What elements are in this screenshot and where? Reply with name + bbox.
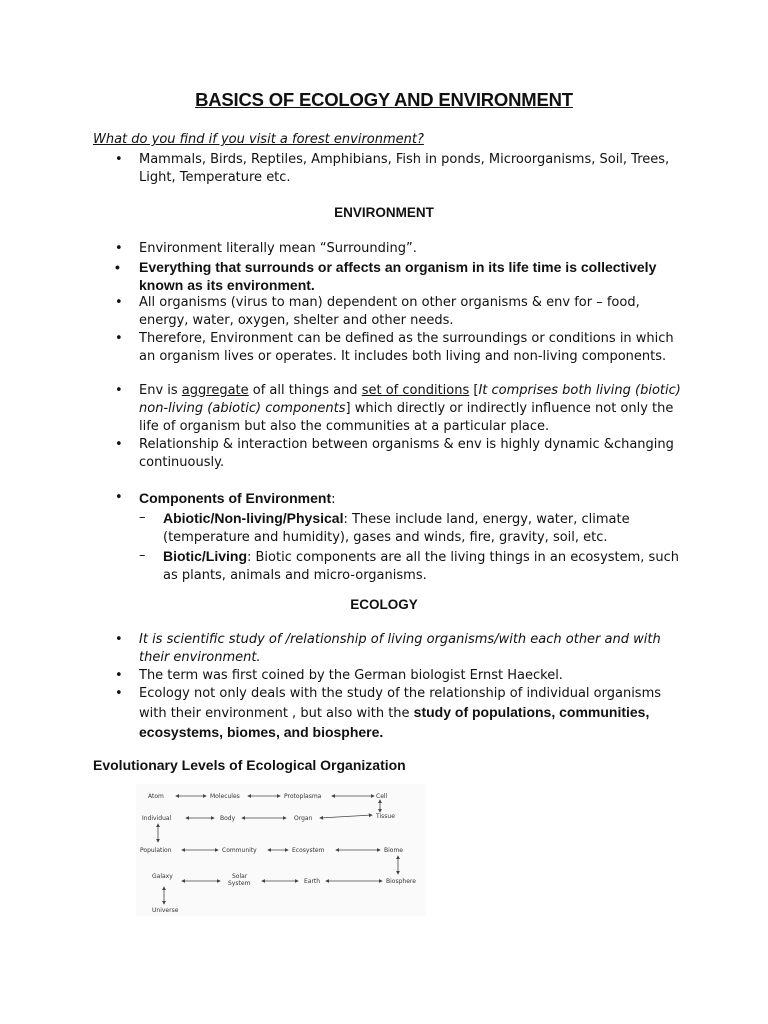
diagram-label: Community bbox=[222, 847, 257, 854]
diagram-label: Body bbox=[220, 815, 236, 822]
organization-diagram-svg bbox=[136, 784, 426, 916]
ecology-heading: ECOLOGY bbox=[350, 597, 418, 612]
list-item: • Ecology not only deals with the study of the relationship of individual organisms with their environment , but also with the study of populations, communities, ecosystems, biomes, and biosphere. bbox=[115, 686, 662, 740]
env-bullet-1: Environment literally mean “Surrounding”. bbox=[139, 241, 417, 256]
bullet-icon: • bbox=[115, 295, 123, 310]
list-item bbox=[0, 258, 768, 294]
bullet-icon: • bbox=[115, 632, 123, 647]
biotic-label: Biotic/Living bbox=[163, 548, 247, 564]
bullet-icon: • bbox=[115, 152, 123, 167]
bullet-icon: • bbox=[115, 259, 120, 275]
ecology-list bbox=[0, 631, 768, 743]
abiotic-label: Abiotic/Non-living/Physical bbox=[163, 510, 344, 526]
bullet-icon: • bbox=[115, 383, 123, 398]
biotic-text: : Biotic components are all the living things in an ecosystem, such as plants, animals and micro-organisms. bbox=[163, 550, 679, 583]
abiotic-text: : These include land, energy, water, climate (temperature and humidity), gases and winds, fire, gravity, soil, etc. bbox=[163, 512, 630, 545]
conditions-term: set of conditions bbox=[361, 383, 470, 398]
dash-icon: – bbox=[139, 548, 146, 563]
aggregate-term: aggregate bbox=[181, 383, 249, 398]
list-item: • Env is aggregate of all things and set of conditions [It comprises both living (biotic) non-living (abiotic) components] which directly or indirectly influence not only the life of organism but also the communities at a particular place. bbox=[115, 383, 681, 434]
environment-heading: ENVIRONMENT bbox=[334, 205, 434, 220]
bullet-icon: • bbox=[115, 686, 123, 701]
diagram-label: Solar bbox=[232, 873, 248, 880]
diagram-label: Protoplasma bbox=[284, 793, 322, 800]
env-bullet-3: All organisms (virus to man) dependent on other organisms & env for – food, energy, water, oxygen, shelter and other needs. bbox=[139, 295, 640, 328]
list-item bbox=[0, 294, 768, 330]
components-sublist bbox=[139, 509, 688, 585]
bullet-icon: • bbox=[115, 437, 123, 452]
question-text: What do you find if you visit a forest environment? bbox=[93, 132, 424, 147]
list-item bbox=[0, 667, 768, 685]
bullet-icon: • bbox=[115, 241, 123, 256]
bullet-icon: • bbox=[115, 490, 123, 505]
diagram-label: Biosphere bbox=[386, 878, 416, 885]
organization-diagram bbox=[136, 784, 426, 916]
forest-list bbox=[0, 151, 768, 187]
bullet-icon: • bbox=[115, 331, 123, 346]
levels-title: Evolutionary Levels of Ecological Organization bbox=[93, 757, 406, 773]
environment-list bbox=[0, 240, 768, 366]
bullet-icon: • bbox=[115, 668, 123, 683]
diagram-label: Tissue bbox=[376, 813, 395, 820]
eco-bullet-2: The term was first coined by the German biologist Ernst Haeckel. bbox=[139, 668, 563, 683]
components-list bbox=[0, 489, 768, 585]
list-item bbox=[0, 151, 768, 187]
diagram-label: Universe bbox=[152, 907, 179, 914]
diagram-label: Molecules bbox=[210, 793, 240, 800]
forest-items-text: Mammals, Birds, Reptiles, Amphibians, Fish in ponds, Microorganisms, Soil, Trees, Light, Temperature etc. bbox=[139, 152, 670, 185]
env-bullet-4: Therefore, Environment can be defined as the surroundings or conditions in which an organism lives or operates. It includes both living and non-living components. bbox=[139, 331, 674, 364]
list-item bbox=[0, 240, 768, 258]
diagram-label: Population bbox=[140, 847, 172, 854]
dash-icon: – bbox=[139, 510, 146, 525]
diagram-label: Atom bbox=[148, 793, 164, 800]
diagram-label: Ecosystem bbox=[292, 847, 325, 854]
eco-bullet-1: It is scientific study of /relationship of living organisms/with each other and with their environment. bbox=[139, 632, 661, 665]
diagram-label: Earth bbox=[304, 878, 321, 885]
list-item bbox=[139, 547, 688, 585]
diagram-label: Individual bbox=[142, 815, 172, 822]
diagram-label: Galaxy bbox=[152, 873, 173, 880]
list-item bbox=[139, 509, 688, 547]
components-label: Components of Environment bbox=[139, 490, 332, 506]
diagram-label: System bbox=[228, 880, 251, 887]
environment-list-2 bbox=[0, 382, 768, 472]
list-item bbox=[0, 631, 768, 667]
env-bullet-6: Relationship & interaction between organisms & env is highly dynamic &changing continuously. bbox=[139, 437, 674, 470]
diagram-label: Biome bbox=[384, 847, 403, 854]
list-item bbox=[0, 330, 768, 366]
page-title: BASICS OF ECOLOGY AND ENVIRONMENT bbox=[195, 89, 573, 110]
diagram-label: Organ bbox=[294, 815, 313, 822]
env-bullet-2: Everything that surrounds or affects an organism in its life time is collectively known as its environment. bbox=[139, 259, 657, 293]
list-item: • Components of Environment: – Abiotic/Non-living/Physical: These include land, energy, water, climate (temperature and humidity), gases and winds, fire, gravity, soil, etc. – Biotic/Living: Biotic components are all the living things in an ecosystem, such as plants, animals and micro-organisms. bbox=[0, 489, 768, 585]
diagram-label: Cell bbox=[376, 793, 388, 800]
list-item bbox=[0, 436, 768, 472]
eco-bold-text: study of populations, communities, ecosystems, biomes, and biosphere. bbox=[139, 704, 650, 740]
